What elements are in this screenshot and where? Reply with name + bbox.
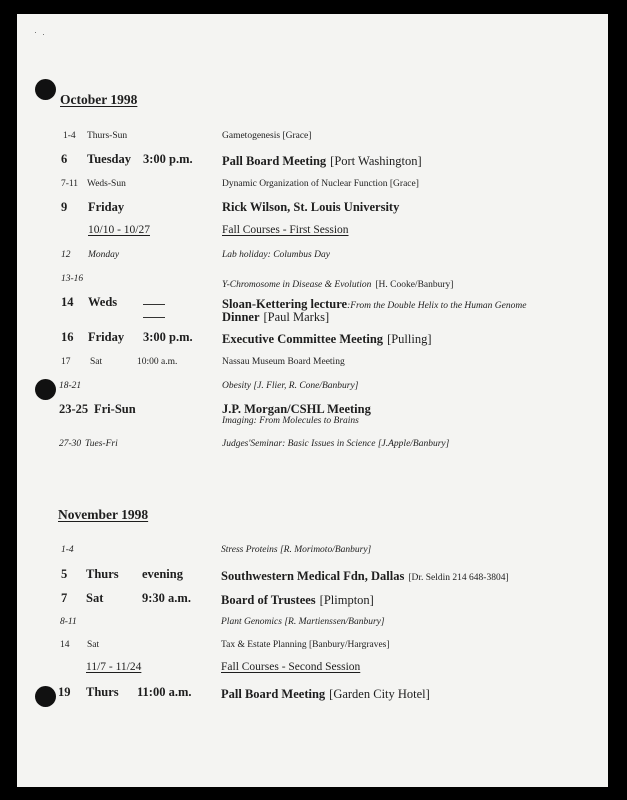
event-title: Southwestern Medical Fdn, Dallas [Dr. Seldin 214 648-3804] xyxy=(221,569,509,583)
event-date: 6 xyxy=(61,152,68,166)
event-title: Stress Proteins [R. Morimoto/Banbury] xyxy=(221,545,372,555)
event-date: 27-30 xyxy=(59,439,82,449)
event-day: Thurs-Sun xyxy=(87,131,128,141)
event-title: Fall Courses - First Session xyxy=(222,224,349,236)
event-day: Sat xyxy=(87,640,100,650)
event-date: 8-11 xyxy=(60,617,77,627)
event-date: 16 xyxy=(61,330,74,344)
event-time: 3:00 p.m. xyxy=(143,330,193,344)
event-date: 1-4 xyxy=(61,545,74,555)
event-date: 9 xyxy=(61,200,68,214)
event-title: Sloan-Kettering lecture:From the Double Helix to the Human Genome xyxy=(222,297,527,311)
event-day: Weds-Sun xyxy=(87,179,126,189)
event-title: Fall Courses - Second Session xyxy=(221,661,361,673)
punch-hole xyxy=(35,79,56,100)
event-day: Thurs xyxy=(86,685,119,699)
event-day: Monday xyxy=(88,250,120,260)
course-range: 11/7 - 11/24 xyxy=(86,661,142,673)
event-title: Dynamic Organization of Nuclear Function [Grace] xyxy=(222,179,419,189)
event-date: 18-21 xyxy=(59,381,82,391)
event-title: J.P. Morgan/CSHL Meeting xyxy=(222,402,371,416)
event-day: Tues-Fri xyxy=(85,439,118,449)
event-title: Gametogenesis [Grace] xyxy=(222,131,312,141)
event-date: 5 xyxy=(61,567,68,581)
blank-line xyxy=(143,304,165,305)
event-title: Board of Trustees [Plimpton] xyxy=(221,593,374,607)
event-day: Weds xyxy=(88,295,118,309)
event-time: 3:00 p.m. xyxy=(143,152,193,166)
event-time: 10:00 a.m. xyxy=(137,357,178,367)
event-date: 7-11 xyxy=(61,179,79,189)
event-title: Executive Committee Meeting [Pulling] xyxy=(222,332,432,346)
event-title: Judges'Seminar: Basic Issues in Science [J.Apple/Banbury] xyxy=(222,439,450,449)
event-date: 23-25 xyxy=(59,402,89,416)
october-heading: October 1998 xyxy=(60,92,138,107)
event-date: 13-16 xyxy=(61,274,84,284)
event-day: Sat xyxy=(90,357,103,367)
event-title: Pall Board Meeting [Garden City Hotel] xyxy=(221,687,430,701)
event-subtitle: Imaging: From Molecules to Brains xyxy=(222,416,359,426)
event-date: 14 xyxy=(61,295,74,309)
event-title: Obesity [J. Flier, R. Cone/Banbury] xyxy=(222,381,359,391)
event-date: 19 xyxy=(58,685,71,699)
course-range: 10/10 - 10/27 xyxy=(88,224,150,236)
event-title: Dinner [Paul Marks] xyxy=(222,310,330,324)
event-title: Nassau Museum Board Meeting xyxy=(222,357,345,367)
event-title: Plant Genomics [R. Martienssen/Banbury] xyxy=(221,617,385,627)
event-date: 14 xyxy=(60,640,70,650)
blank-line xyxy=(143,317,165,318)
event-day: Tuesday xyxy=(87,152,132,166)
punch-hole xyxy=(35,686,56,707)
event-title: Y-Chromosome in Disease & Evolution [H. Cooke/Banbury] xyxy=(222,280,454,290)
event-day: Fri-Sun xyxy=(94,402,136,416)
paper-speck xyxy=(35,32,36,33)
event-date: 17 xyxy=(61,357,71,367)
event-title: Pall Board Meeting [Port Washington] xyxy=(222,154,422,168)
event-time: 11:00 a.m. xyxy=(137,685,192,699)
event-date: 7 xyxy=(61,591,68,605)
event-time: 9:30 a.m. xyxy=(142,591,191,605)
event-time: evening xyxy=(142,567,183,581)
event-day: Thurs xyxy=(86,567,119,581)
event-date: 12 xyxy=(61,250,71,260)
november-heading: November 1998 xyxy=(58,507,149,522)
paper-speck xyxy=(43,34,44,35)
event-date: 1-4 xyxy=(63,131,76,141)
event-day: Friday xyxy=(88,200,125,214)
event-day: Friday xyxy=(88,330,125,344)
event-title: Rick Wilson, St. Louis University xyxy=(222,200,400,214)
event-title: Lab holiday: Columbus Day xyxy=(222,250,330,260)
document-page xyxy=(17,14,608,787)
event-day: Sat xyxy=(86,591,104,605)
punch-hole xyxy=(35,379,56,400)
event-title: Tax & Estate Planning [Banbury/Hargraves] xyxy=(221,640,390,650)
